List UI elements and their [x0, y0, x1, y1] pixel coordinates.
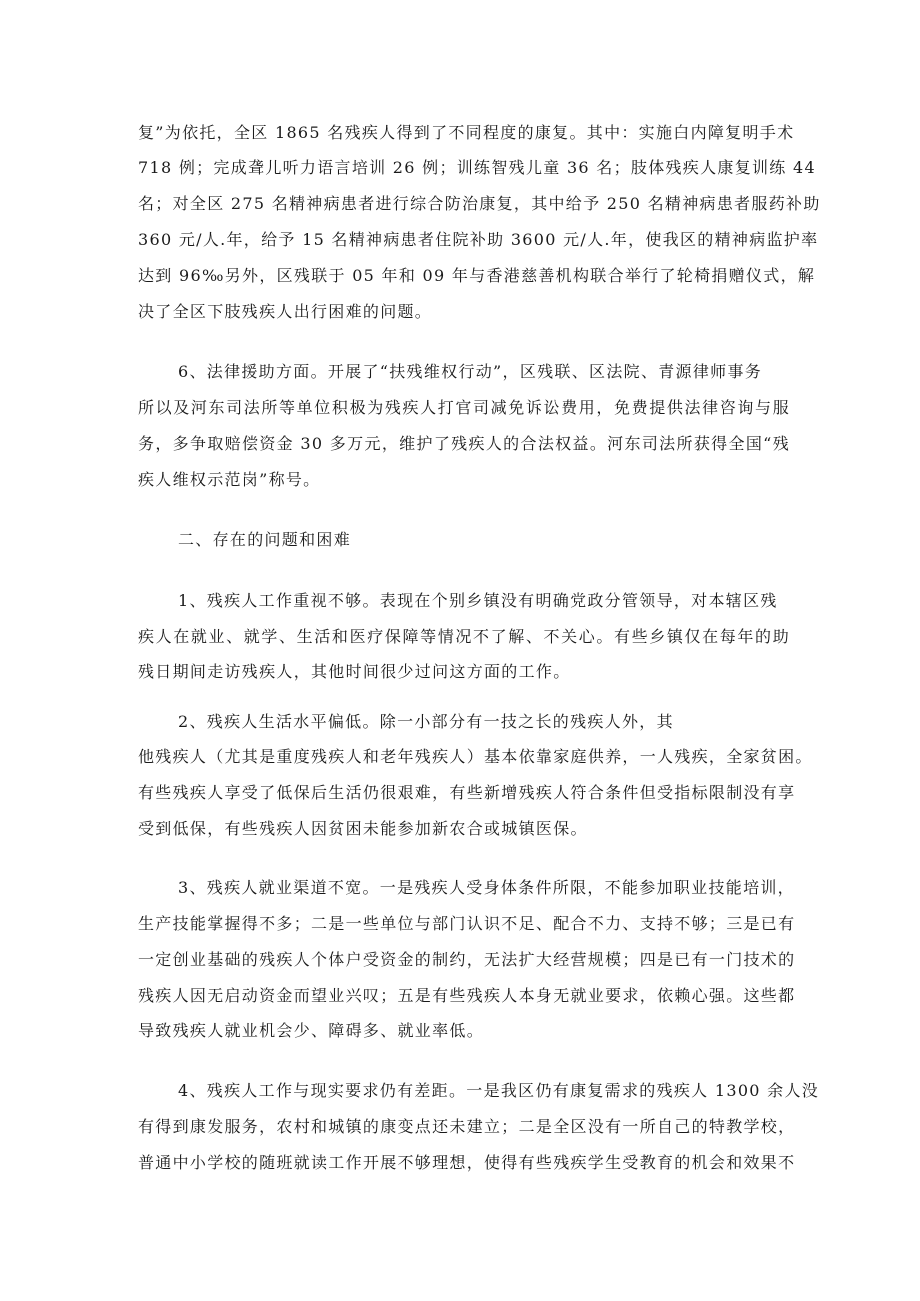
text-line: 1、残疾人工作重视不够。表现在个别乡镇没有明确党政分管领导，对本辖区残	[178, 591, 778, 610]
text-line: 360 元/人.年，给予 15 名精神病患者住院补助 3600 元/人.年，使我区的精神病监护率	[138, 230, 819, 249]
text-line: 2、残疾人生活水平偏低。除一小部分有一技之长的残疾人外，其	[178, 712, 674, 731]
text-line: 残疾人因无启动资金而望业兴叹；五是有些残疾人本身无就业要求，依赖心强。这些都	[138, 986, 796, 1005]
section-heading: 二、存在的问题和困难	[178, 530, 352, 549]
text-line: 疾人在就业、就学、生活和医疗保障等情况不了解、不关心。有些乡镇仅在每年的助	[138, 627, 790, 646]
text-line: 名；对全区 275 名精神病患者进行综合防治康复，其中给予 250 名精神病患者服药补助	[138, 194, 821, 213]
text-line: 3、残疾人就业渠道不宽。一是残疾人受身体条件所限，不能参加职业技能培训，	[178, 878, 795, 897]
text-line: 导致残疾人就业机会少、障碍多、就业率低。	[138, 1021, 485, 1040]
text-line: 6、法律援助方面。开展了“扶残维权行动”，区残联、区法院、青源律师事务	[178, 362, 763, 381]
text-line: 有些残疾人享受了低保后生活仍很艰难，有些新增残疾人符合条件但受指标限制没有享	[138, 783, 796, 802]
text-line: 疾人维权示范岗”称号。	[138, 470, 321, 489]
text-line: 决了全区下肢残疾人出行困难的问题。	[138, 302, 433, 321]
text-line: 他残疾人（尤其是重度残疾人和老年残疾人）基本依靠家庭供养，一人残疾，全家贫困。	[138, 747, 813, 766]
text-line: 所以及河东司法所等单位积极为残疾人打官司减免诉讼费用，免费提供法律咨询与服	[138, 398, 790, 417]
text-line: 4、残疾人工作与现实要求仍有差距。一是我区仍有康复需求的残疾人 1300 余人没	[178, 1081, 820, 1100]
text-line: 务，多争取赔偿资金 30 多万元，维护了残疾人的合法权益。河东司法所获得全国“残	[138, 434, 790, 453]
text-line: 718 例；完成聋儿听力语言培训 26 例；训练智残儿童 36 名；肢体残疾人康复训练 44	[138, 158, 816, 177]
text-line: 受到低保，有些残疾人因贫困未能参加新农合或城镇医保。	[138, 819, 588, 838]
text-line: 有得到康发服务，农村和城镇的康变点还未建立；二是全区没有一所自己的特教学校，	[138, 1117, 796, 1136]
text-line: 复”为依托，全区 1865 名残疾人得到了不同程度的康复。其中：实施白内障复明手术	[138, 123, 795, 142]
text-line: 一定创业基础的残疾人个体户受资金的制约，无法扩大经营规模；四是已有一门技术的	[138, 950, 796, 969]
text-line: 残日期间走访残疾人，其他时间很少过问这方面的工作。	[138, 662, 571, 681]
text-line: 达到 96‰另外，区残联于 05 年和 09 年与香港慈善机构联合举行了轮椅捐赠仪式，解	[138, 266, 816, 285]
text-line: 生产技能掌握得不多；二是一些单位与部门认识不足、配合不力、支持不够；三是已有	[138, 914, 796, 933]
text-line: 普通中小学校的随班就读工作开展不够理想，使得有些残疾学生受教育的机会和效果不	[138, 1153, 796, 1172]
